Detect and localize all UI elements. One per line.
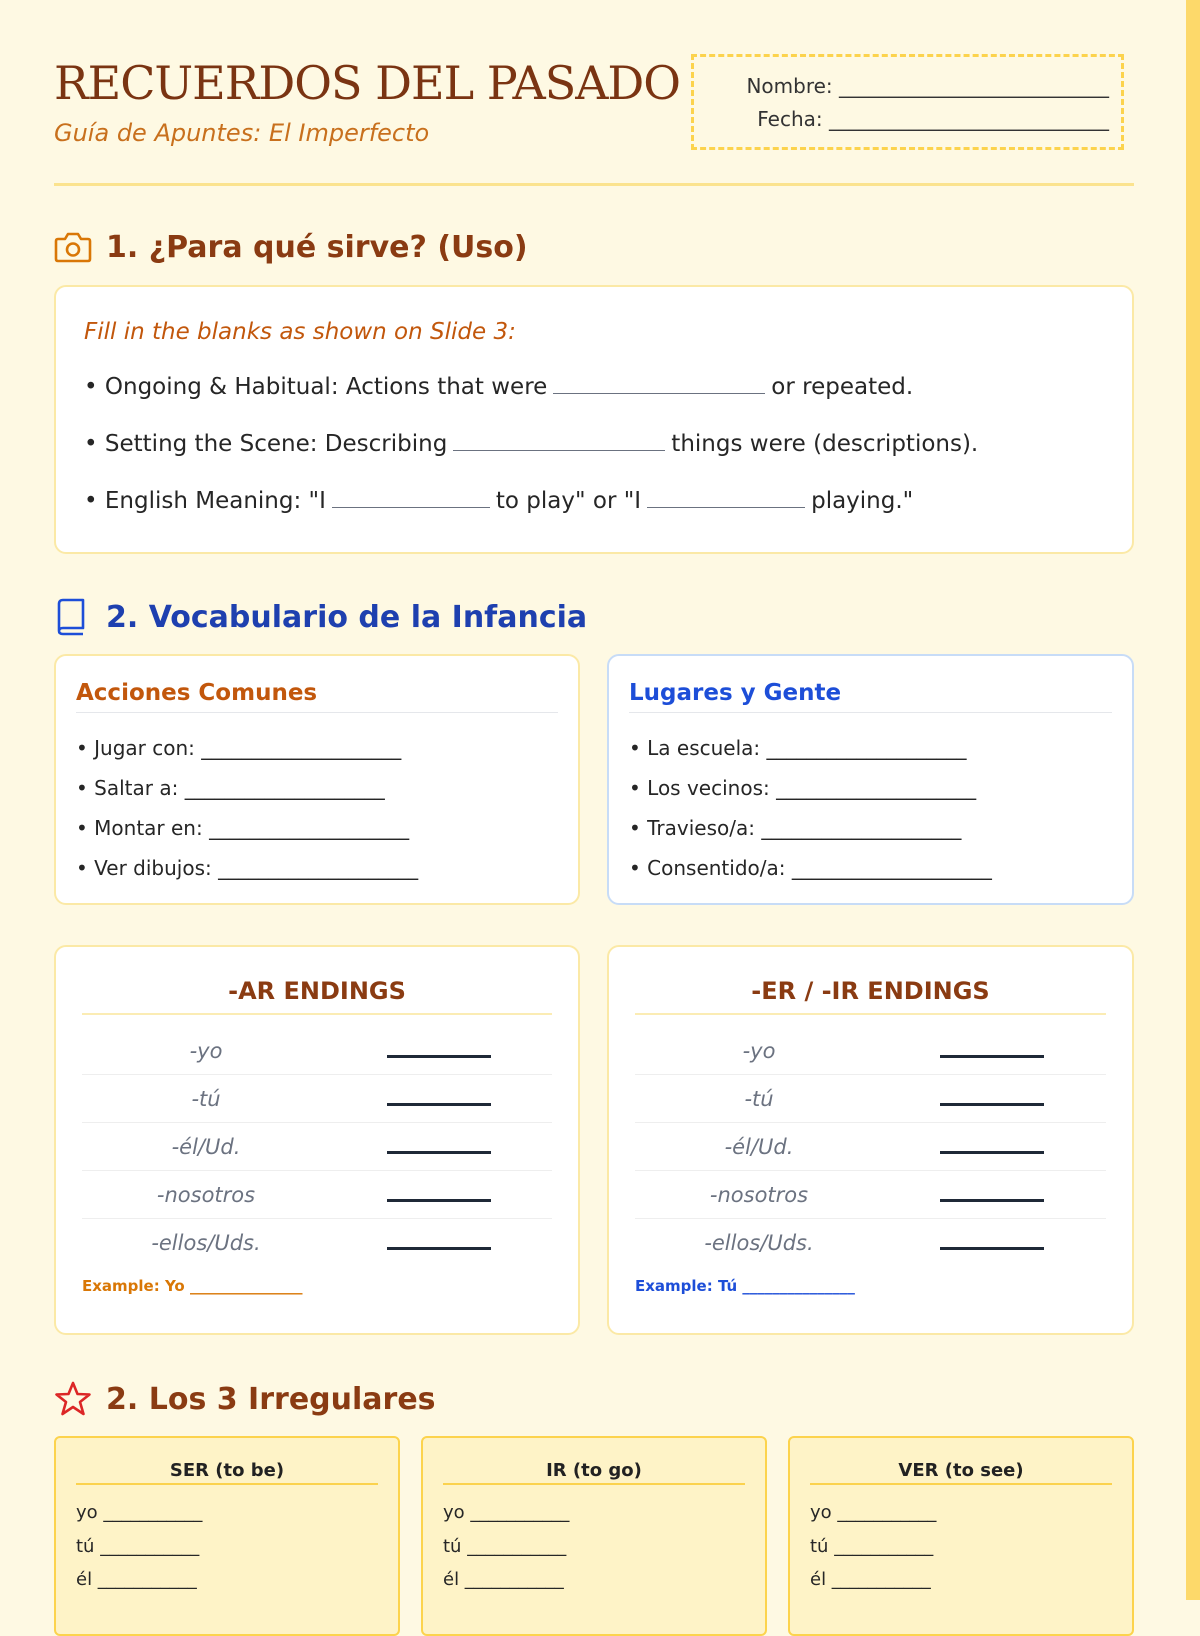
- ending-blank[interactable]: [387, 1151, 491, 1154]
- star-icon: [54, 1379, 94, 1419]
- conjugation-line[interactable]: tú ___________: [443, 1536, 567, 1557]
- section-uso-heading: [54, 227, 528, 267]
- uso-instruction: Fill in the blanks as shown on Slide 3:: [84, 319, 516, 345]
- ending-pronoun: -nosotros: [156, 1183, 256, 1207]
- er-ir-endings-title: -ER / -IR ENDINGS: [635, 977, 1106, 1015]
- book-icon: [54, 597, 94, 637]
- answer-blank[interactable]: [453, 449, 665, 451]
- conjugation-line[interactable]: él ___________: [443, 1569, 564, 1590]
- name-row: [746, 74, 1109, 98]
- answer-blank[interactable]: [332, 506, 490, 508]
- ending-pronoun: -tú: [744, 1087, 774, 1111]
- ending-row: [82, 1123, 552, 1171]
- verb-card-ver: [788, 1436, 1134, 1636]
- ending-pronoun: -él/Ud.: [171, 1135, 241, 1159]
- ending-row: [82, 1075, 552, 1123]
- vocab-lugares-title: Lugares y Gente: [629, 680, 1112, 713]
- name-field[interactable]: ___________________________: [839, 74, 1109, 98]
- vocab-item[interactable]: • Saltar a: ____________________: [76, 776, 385, 800]
- vocab-item[interactable]: • Montar en: ____________________: [76, 816, 410, 840]
- verb-card-ir: [421, 1436, 767, 1636]
- vocab-item[interactable]: • Consentido/a: ____________________: [629, 856, 992, 880]
- ending-blank[interactable]: [940, 1103, 1044, 1106]
- ending-row: [635, 1027, 1106, 1075]
- uso-line-text: playing.": [811, 488, 914, 514]
- section-irregulares-heading: [54, 1379, 436, 1419]
- uso-line-text: English Meaning: "I: [104, 488, 326, 514]
- ending-pronoun: -yo: [742, 1039, 776, 1063]
- worksheet-title: RECUERDOS DEL PASADO: [54, 56, 681, 110]
- conjugation-line[interactable]: tú ___________: [810, 1536, 934, 1557]
- vocab-item[interactable]: • Jugar con: ____________________: [76, 736, 402, 760]
- conjugation-line[interactable]: él ___________: [810, 1569, 931, 1590]
- uso-line-text: things were (descriptions).: [671, 431, 979, 457]
- answer-blank[interactable]: [553, 392, 765, 394]
- conjugation-line[interactable]: yo ___________: [810, 1502, 937, 1523]
- verb-card-title: VER (to see): [810, 1460, 1112, 1485]
- answer-blank[interactable]: [647, 506, 805, 508]
- ar-endings-title: -AR ENDINGS: [82, 977, 552, 1015]
- vocab-item[interactable]: • Ver dibujos: ____________________: [76, 856, 419, 880]
- page-edge-strip: [1186, 0, 1200, 1600]
- uso-line-scene: [84, 431, 978, 457]
- verb-card-ser: [54, 1436, 400, 1636]
- ending-blank[interactable]: [387, 1055, 491, 1058]
- date-label: Fecha:: [757, 107, 823, 131]
- conjugation-line[interactable]: él ___________: [76, 1569, 197, 1590]
- bullet: •: [84, 431, 98, 457]
- vocab-item[interactable]: • La escuela: ____________________: [629, 736, 967, 760]
- ending-blank[interactable]: [387, 1247, 491, 1250]
- vocab-item[interactable]: • Travieso/a: ____________________: [629, 816, 962, 840]
- ar-endings-card: [54, 945, 580, 1335]
- uso-card: [54, 285, 1134, 554]
- uso-line-text: Setting the Scene: Describing: [104, 431, 448, 457]
- conjugation-line[interactable]: yo ___________: [76, 1502, 203, 1523]
- date-row: [757, 107, 1109, 131]
- ending-row: [82, 1027, 552, 1075]
- vocab-item[interactable]: • Los vecinos: ____________________: [629, 776, 977, 800]
- section-vocab-title: 2. Vocabulario de la Infancia: [106, 599, 588, 635]
- conjugation-line[interactable]: tú ___________: [76, 1536, 200, 1557]
- ending-pronoun: -nosotros: [709, 1183, 809, 1207]
- verb-card-title: IR (to go): [443, 1460, 745, 1485]
- ending-row: [82, 1171, 552, 1219]
- er-ir-example[interactable]: Example: Tú _______________: [635, 1277, 855, 1295]
- vocab-acciones-title: Acciones Comunes: [76, 680, 558, 713]
- ending-row: [635, 1171, 1106, 1219]
- ending-pronoun: -ellos/Uds.: [151, 1231, 261, 1255]
- uso-line-text: or repeated.: [771, 374, 914, 400]
- ending-row: [635, 1075, 1106, 1123]
- section-irregulares-title: 2. Los 3 Irregulares: [106, 1381, 436, 1417]
- date-field[interactable]: ____________________________: [829, 107, 1109, 131]
- worksheet-page: [54, 0, 1134, 1590]
- worksheet-header: [54, 0, 1134, 186]
- vocab-acciones-card: [54, 654, 580, 905]
- verb-card-title: SER (to be): [76, 1460, 378, 1485]
- er-ir-endings-card: [607, 945, 1134, 1335]
- section-vocab-heading: [54, 597, 587, 637]
- ending-blank[interactable]: [940, 1199, 1044, 1202]
- ending-pronoun: -él/Ud.: [724, 1135, 794, 1159]
- name-date-box: [691, 54, 1124, 150]
- bullet: •: [84, 488, 98, 514]
- uso-line-habitual: [84, 374, 913, 400]
- uso-line-text: to play" or "I: [495, 488, 642, 514]
- ending-pronoun: -tú: [191, 1087, 221, 1111]
- ending-pronoun: -yo: [189, 1039, 223, 1063]
- bullet: •: [84, 374, 98, 400]
- ending-row: [635, 1123, 1106, 1171]
- ending-blank[interactable]: [940, 1055, 1044, 1058]
- ending-blank[interactable]: [387, 1199, 491, 1202]
- uso-line-text: Ongoing & Habitual: Actions that were: [104, 374, 548, 400]
- ar-example[interactable]: Example: Yo _______________: [82, 1277, 303, 1295]
- camera-icon: [54, 227, 94, 267]
- uso-line-meaning: [84, 488, 913, 514]
- ending-row: [635, 1219, 1106, 1266]
- conjugation-line[interactable]: yo ___________: [443, 1502, 570, 1523]
- ending-blank[interactable]: [387, 1103, 491, 1106]
- name-label: Nombre:: [746, 74, 833, 98]
- vocab-lugares-card: [607, 654, 1134, 905]
- ending-blank[interactable]: [940, 1247, 1044, 1250]
- section-uso-title: 1. ¿Para qué sirve? (Uso): [106, 229, 528, 265]
- ending-pronoun: -ellos/Uds.: [704, 1231, 814, 1255]
- worksheet-subtitle: Guía de Apuntes: El Imperfecto: [54, 119, 430, 147]
- ending-row: [82, 1219, 552, 1266]
- ending-blank[interactable]: [940, 1151, 1044, 1154]
